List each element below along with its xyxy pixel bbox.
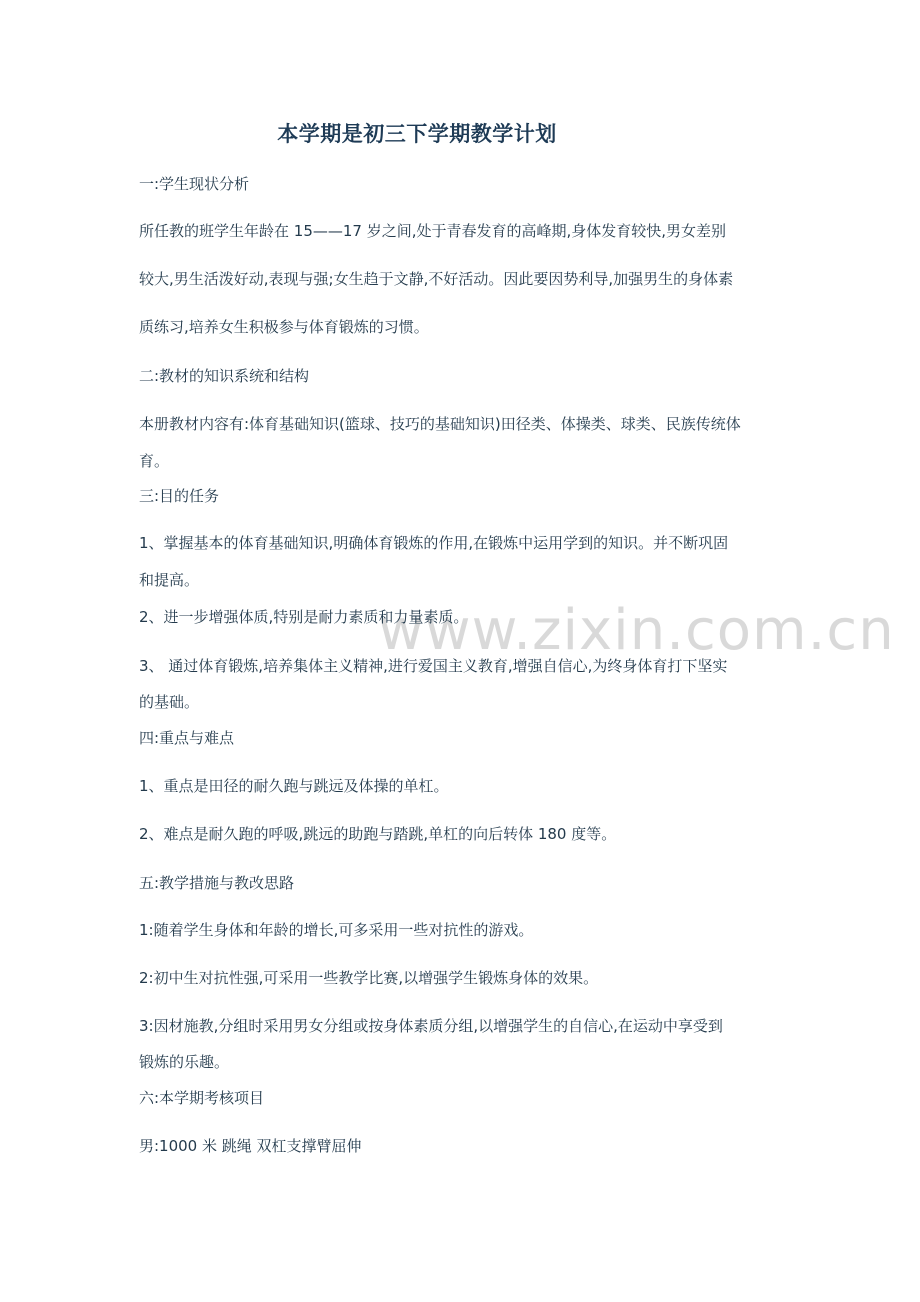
- list-item-continuation: 和提高。: [139, 571, 200, 589]
- section-heading-5: 五:教学措施与教改思路: [139, 874, 295, 892]
- paragraph-line: 较大,男生活泼好动,表现与强;女生趋于文静,不好活动。因此要因势利导,加强男生的身体素: [139, 270, 734, 288]
- section-heading-4: 四:重点与难点: [139, 729, 235, 747]
- section-heading-6: 六:本学期考核项目: [139, 1089, 265, 1107]
- list-item: 3、 通过体育锻炼,培养集体主义精神,进行爱国主义教育,增强自信心,为终身体育打下坚实: [139, 657, 728, 675]
- exam-items-male: 男:1000 米 跳绳 双杠支撑臂屈伸: [139, 1137, 362, 1155]
- document-title: 本学期是初三下学期教学计划: [277, 122, 557, 146]
- list-item: 2、进一步增强体质,特别是耐力素质和力量素质。: [139, 608, 469, 626]
- list-item: 3:因材施教,分组时采用男女分组或按身体素质分组,以增强学生的自信心,在运动中享受到: [139, 1017, 723, 1035]
- paragraph-line: 育。: [139, 452, 170, 470]
- list-item: 2、难点是耐久跑的呼吸,跳远的助跑与踏跳,单杠的向后转体 180 度等。: [139, 825, 617, 843]
- section-heading-1: 一:学生现状分析: [139, 175, 250, 193]
- list-item: 2:初中生对抗性强,可采用一些教学比赛,以增强学生锻炼身体的效果。: [139, 969, 599, 987]
- paragraph-line: 质练习,培养女生积极参与体育锻炼的习惯。: [139, 318, 429, 336]
- section-heading-2: 二:教材的知识系统和结构: [139, 367, 310, 385]
- section-heading-3: 三:目的任务: [139, 487, 220, 505]
- paragraph-line: 本册教材内容有:体育基础知识(篮球、技巧的基础知识)田径类、体操类、球类、民族传统体: [139, 415, 741, 433]
- paragraph-line: 所任教的班学生年龄在 15——17 岁之间,处于青春发育的高峰期,身体发育较快,男女差别: [139, 222, 727, 240]
- list-item: 1:随着学生身体和年龄的增长,可多采用一些对抗性的游戏。: [139, 921, 534, 939]
- list-item-continuation: 的基础。: [139, 693, 200, 711]
- list-item-continuation: 锻炼的乐趣。: [139, 1053, 230, 1071]
- list-item: 1、掌握基本的体育基础知识,明确体育锻炼的作用,在锻炼中运用学到的知识。并不断巩固: [139, 534, 729, 552]
- watermark: www.zixin.com.cn: [378, 598, 895, 663]
- list-item: 1、重点是田径的耐久跑与跳远及体操的单杠。: [139, 777, 449, 795]
